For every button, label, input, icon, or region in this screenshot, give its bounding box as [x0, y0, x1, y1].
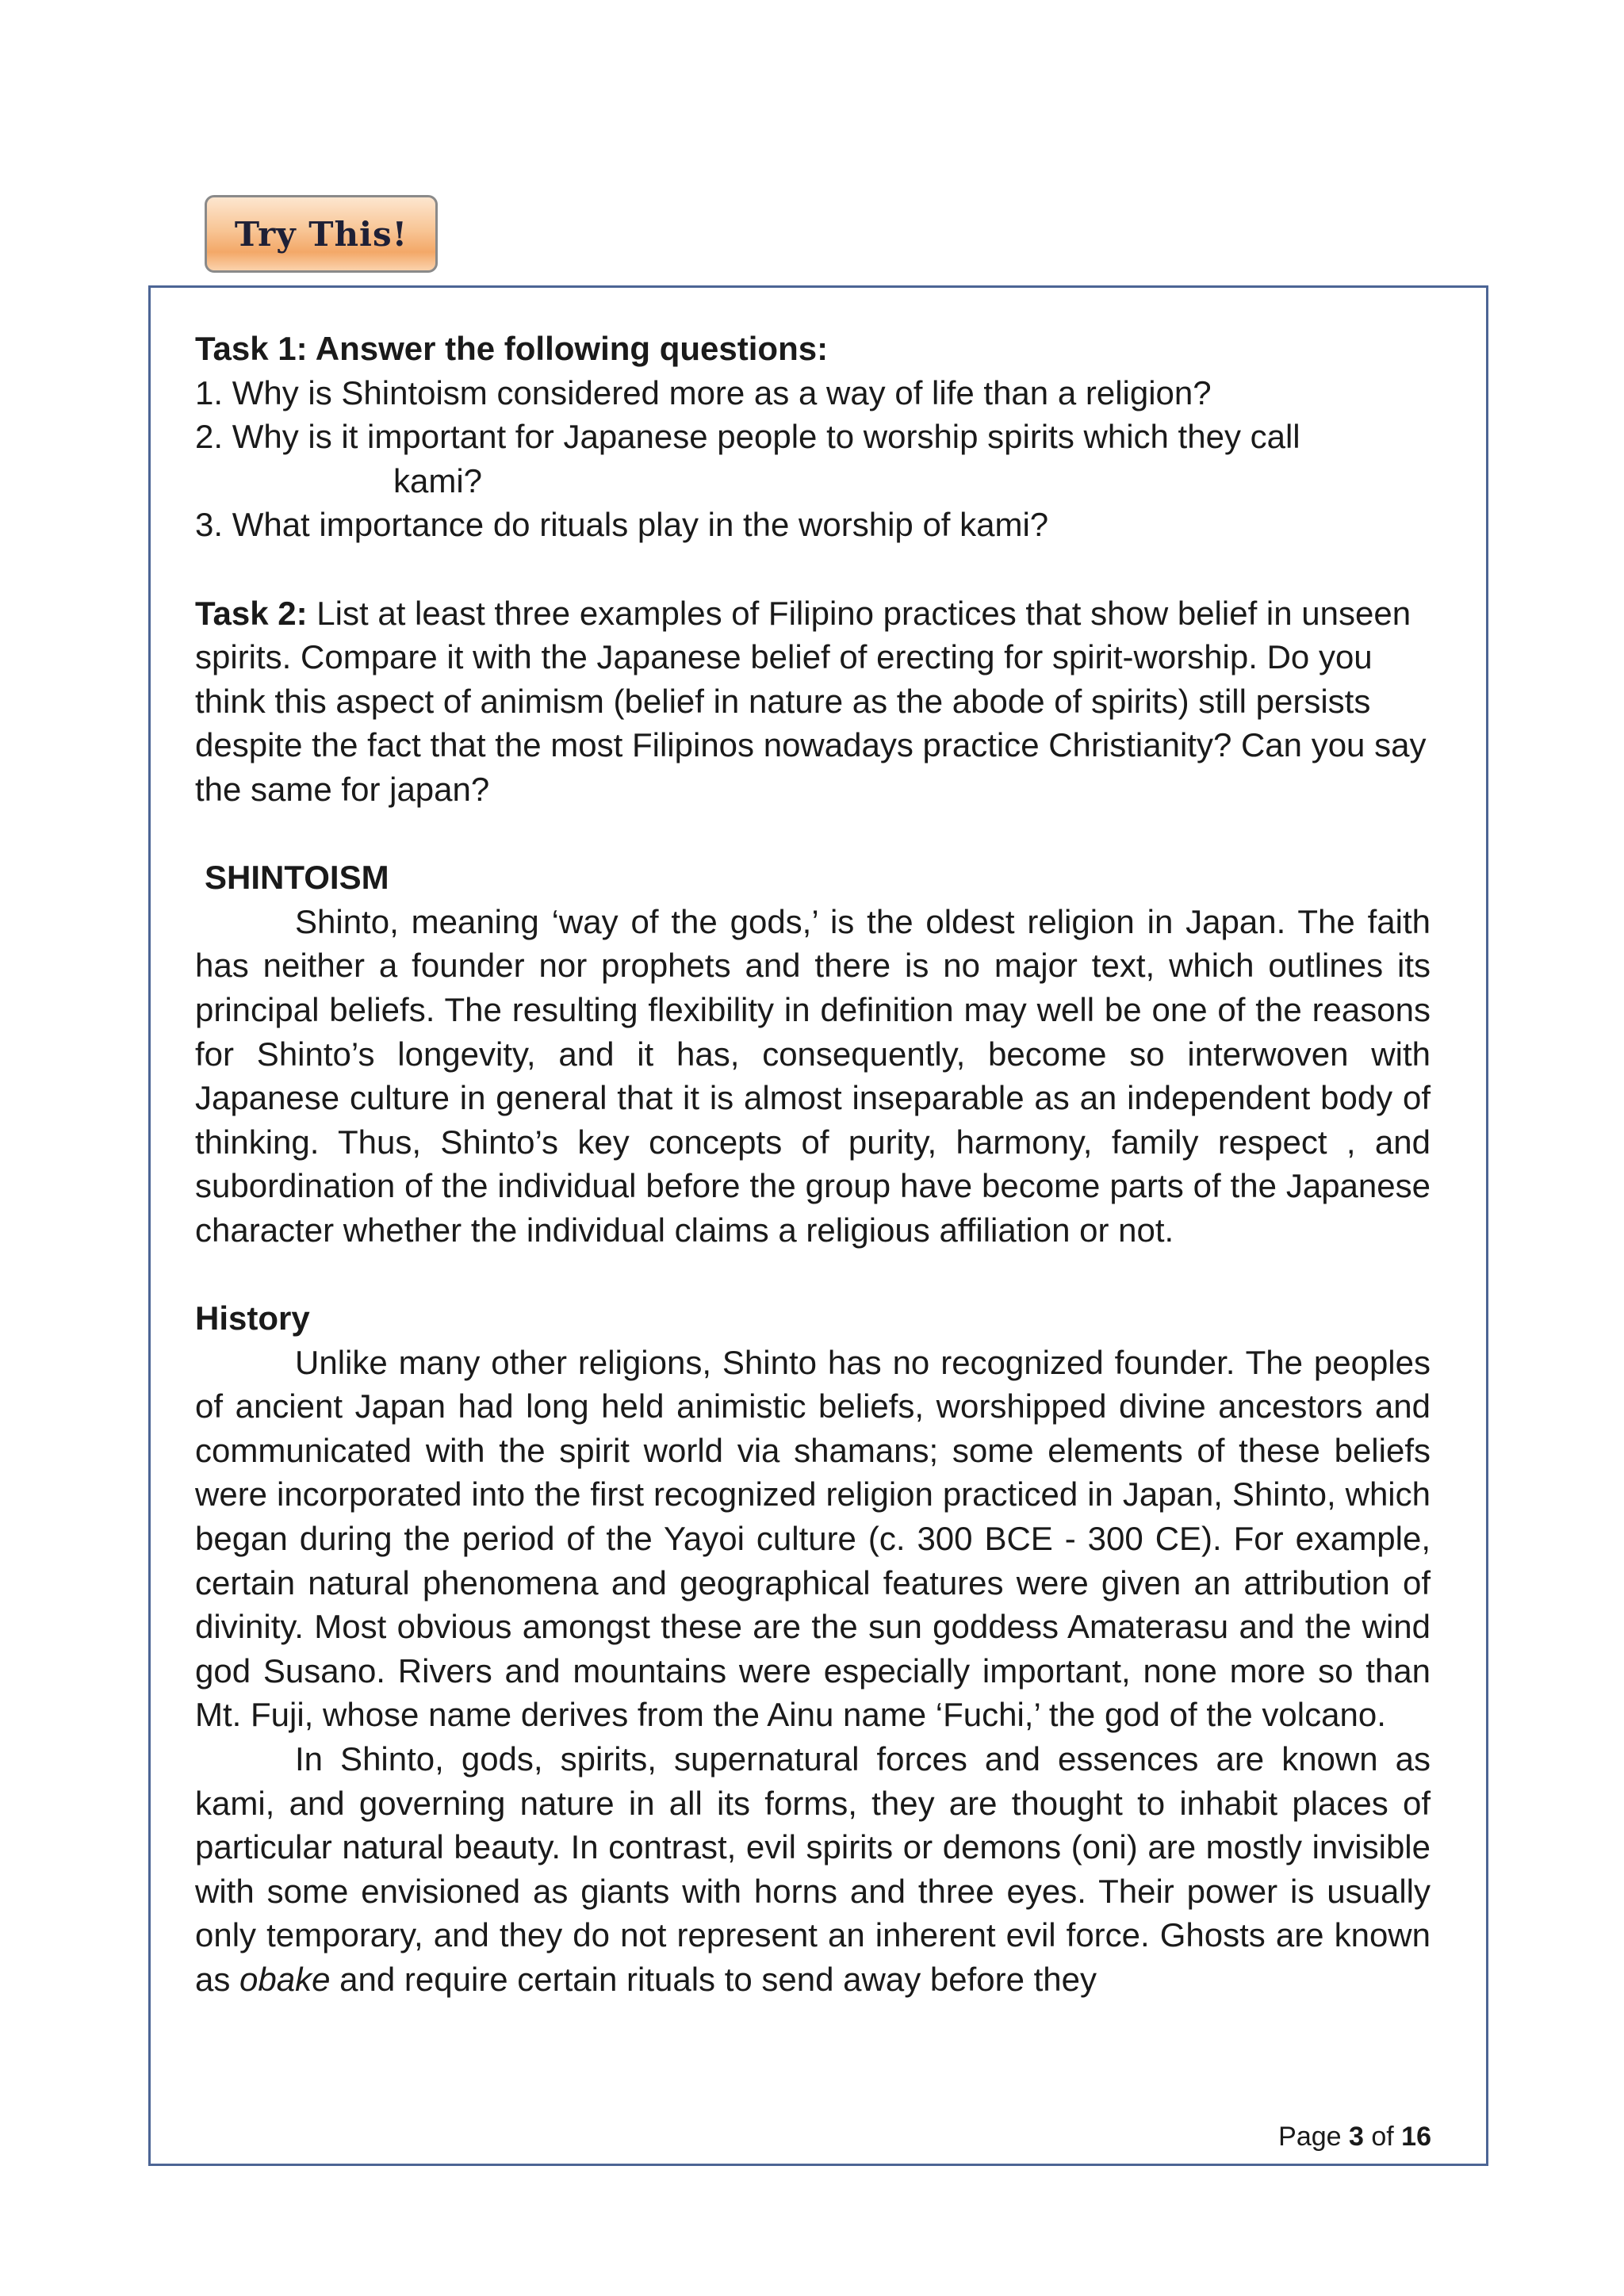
- obake-term: obake: [239, 1960, 331, 1998]
- task2-text: List at least three examples of Filipino practices that show belief in unseen spirits. Compare it with the Japanese belief of erecting for spirit-worship. Do you think this aspect of animism (belief in nature as the abode of spirits) still persists despite the fact that the most Filipinos nowadays practice Christianity? Can you say the same for japan?: [195, 594, 1427, 808]
- history-paragraph-2-start: In Shinto, gods, spirits, supernatural forces and essences are known as kami, and governing nature in all its forms, they are thought to inhabit places of particular natural beauty. In contrast, evil spirits or demons (oni) are mostly invisible with some envisioned as giants with horns and three eyes. Their power is usually only temporary, and they do not represent an inherent evil force. Ghosts are known as: [195, 1740, 1431, 1998]
- shintoism-heading: SHINTOISM: [205, 859, 389, 897]
- task2-label: Task 2:: [195, 594, 308, 632]
- task1-question-2: 2. Why is it important for Japanese people to worship spirits which they call: [195, 418, 1300, 456]
- page-total: 16: [1401, 2122, 1431, 2152]
- shintoism-paragraph: Shinto, meaning ‘way of the gods,’ is the oldest religion in Japan. The faith has neither a founder nor prophets and there is no major text, which outlines its principal beliefs. The resulting flexibility in definition may well be one of the reasons for Shinto’s longevity, and it has, consequently, become so interwoven with Japanese culture in general that it is almost inseparable as an independent body of thinking. Thus, Shinto’s key concepts of purity, harmony, family respect , and subordination of the individual before the group have become parts of the Japanese character whether the individual claims a religious affiliation or not.: [195, 902, 1431, 1249]
- spacer: [195, 547, 1431, 591]
- history-heading: History: [195, 1299, 310, 1337]
- spacer: [195, 812, 1431, 856]
- page-of: of: [1363, 2122, 1402, 2152]
- task1-question-2-continued: kami?: [393, 461, 483, 499]
- try-this-badge: Try This!: [205, 195, 438, 273]
- document-content: [195, 327, 1431, 2002]
- page-number: [1189, 2122, 1431, 2152]
- task1-question-3: 3. What importance do rituals play in the worship of kami?: [195, 506, 1049, 544]
- task1-question-1: 1. Why is Shintoism considered more as a way of life than a religion?: [195, 373, 1212, 411]
- history-paragraph-2: [195, 1737, 1431, 2002]
- page-label: Page: [1278, 2122, 1349, 2152]
- history-paragraph-2-end: and require certain rituals to send away before they: [330, 1960, 1097, 1998]
- page-current: 3: [1349, 2122, 1364, 2152]
- history-paragraph-1: Unlike many other religions, Shinto has no recognized founder. The peoples of ancient Japan had long held animistic beliefs, worshipped divine ancestors and communicated with the spirit world via shamans; some elements of these beliefs were incorporated into the first recognized religion practiced in Japan, Shinto, which began during the period of the Yayoi culture (c. 300 BCE - 300 CE). For example, certain natural phenomena and geographical features were given an attribution of divinity. Most obvious amongst these are the sun goddess Amaterasu and the wind god Susano. Rivers and mountains were especially important, none more so than Mt. Fuji, whose name derives from the Ainu name ‘Fuchi,’ the god of the volcano.: [195, 1343, 1431, 1734]
- spacer: [195, 1252, 1431, 1296]
- task2-paragraph: [195, 591, 1431, 812]
- task1-title: Task 1: Answer the following questions:: [195, 330, 829, 367]
